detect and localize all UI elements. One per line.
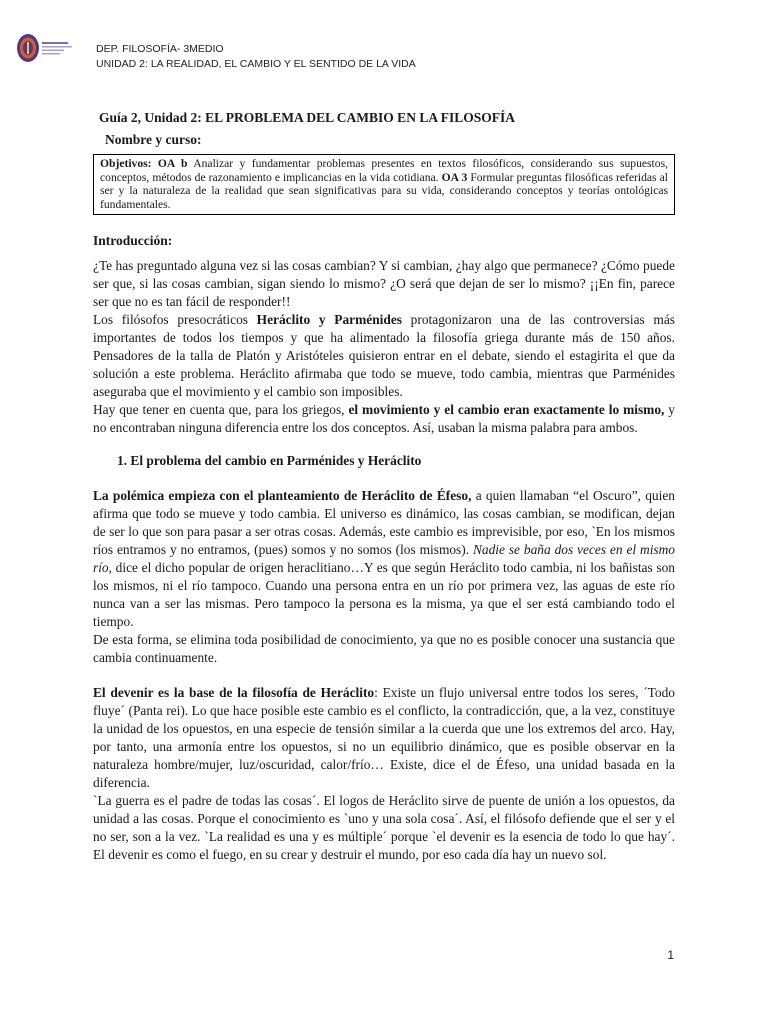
s1-p1-text-a: a quien llamaban “el Oscuro”, quien afirma que todo se mueve y todo cambia. El universo es dinámico, las cosas cambian, se modifican, dejan de ser lo que son para pasar a ser otras cosas. Además, este cambio es imprevisible, por eso, `En los mismos ríos entramos y no entramos, (pues) somos y no somos (los mismos). [93,488,675,558]
header-unit: UNIDAD 2: LA REALIDAD, EL CAMBIO Y EL SENTIDO DE LA VIDA [96,58,416,70]
objectives-label-oa3: OA 3 [441,170,468,184]
intro-paragraph-1: ¿Te has preguntado alguna vez si las cosas cambian? Y si cambian, ¿hay algo que permanece? ¿Cómo puede ser que, si las cosas cambian, sigan siendo lo mismo? ¿O será que dejan de ser lo mismo? ¡¡En fin, parece ser que no es tan fácil de responder!! [93,258,675,310]
intro-paragraph-2 [93,311,675,401]
s1-p1-text-b: , dice el dicho popular de origen heraclitiano…Y es que según Heráclito todo cambia, ni los bañistas son los mismos, ni el río tampoco. Cuando una persona entra en un río por primera vez, las aguas de este río nunca van a ser las mismas. Pero tampoco la persona es la misma, ya que el ser está cambiando todo el tiempo. [93,560,675,630]
name-course-label: Nombre y curso: [105,132,202,147]
page-number: 1 [667,948,674,962]
intro-p2-bold: Heráclito y Parménides [256,312,402,328]
school-crest-logo [16,30,76,66]
document-header [96,42,416,72]
section-1-paragraph-1 [93,487,675,631]
intro-p2-text-a: Los filósofos presocráticos [93,312,257,328]
objectives-label-oab: Objetivos: OA b [100,157,188,170]
intro-heading: Introducción: [93,233,173,249]
s1-p1-bold: La polémica empieza con el planteamiento de Heráclito de Éfeso, [93,488,472,504]
intro-p3-text-a: Hay que tener en cuenta que, para los griegos, [93,402,349,418]
objectives-text-oa3: Formular preguntas filosóficas referidas al ser y la naturaleza de la realidad que sean significativas para su vida, considerando conceptos y teorías ontológicas fundamentales. [100,170,668,211]
s1-p1-italic: Nadie se baña dos veces en el mismo río [93,542,675,576]
intro-p3-bold: el movimiento y el cambio eran exactamente lo mismo, [348,402,665,418]
intro-p3-text-b: y no encontraban ninguna diferencia entre los dos conceptos. Así, usaban la misma palabra para ambos. [93,402,675,436]
section-1-paragraph-3 [93,684,675,792]
paragraph-spacer [93,667,675,684]
section-1-paragraph-2: De esta forma, se elimina toda posibilidad de conocimiento, ya que no es posible conocer una sustancia que cambia continuamente. [93,632,675,666]
intro-p2-text-b: protagonizaron una de las controversias más importantes de todos los tiempos y que ha alimentado la filosofía griega durante más de 150 años. Pensadores de la talla de Platón y Aristóteles quisieron entrar en el debate, siendo el estagirita el que da solución a este problema. Heráclito afirmaba que todo se mueve, todo cambia, mientras que Parménides aseguraba que el movimiento y el cambio son imposibles. [93,312,675,400]
objectives-text-oab: Analizar y fundamentar problemas presentes en textos filosóficos, considerando sus supuestos, conceptos, métodos de razonamiento e implicancias en la vida cotidiana. [100,157,668,184]
s1-p3-text-a: : Existe un flujo universal entre todos los seres, ´Todo fluye´ (Panta rei). Lo que hace posible este cambio es el conflicto, la contradicción, que, a la vez, constituye la unidad de los opuestos, en una especie de tensión similar a la cuerda que une los extremos del arco. Hay, por tanto, una armonía entre los opuestos, si no un equilibrio dinámico, que es posible observar en la naturaleza hombre/mujer, luz/oscuridad, calor/frío… Existe, dice el de Éfeso, una unidad basada en la diferencia. [93,685,675,791]
objectives-box [93,154,675,215]
guide-title: Guía 2, Unidad 2: EL PROBLEMA DEL CAMBIO EN LA FILOSOFÍA [99,110,515,125]
section-1-heading: 1. El problema del cambio en Parménides y Heráclito [117,453,422,469]
document-body [93,110,675,864]
s1-p3-bold: El devenir es la base de la filosofía de Heráclito [93,685,375,701]
header-department: DEP. FILOSOFÍA- 3MEDIO [96,43,224,55]
intro-paragraph-3 [93,401,675,437]
section-1-paragraph-4: `La guerra es el padre de todas las cosas´. El logos de Heráclito sirve de puente de unión a los opuestos, da unidad a las cosas. Porque el conocimiento es `uno y una sola cosa´. Así, el filósofo defiende que el ser y el no ser, son a la vez. `La realidad es una y es múltiple´ porque `el devenir es la esencia de todo lo que hay´. El devenir es como el fuego, en su crear y destruir el mundo, por eso cada día hay un nuevo sol. [93,793,675,863]
